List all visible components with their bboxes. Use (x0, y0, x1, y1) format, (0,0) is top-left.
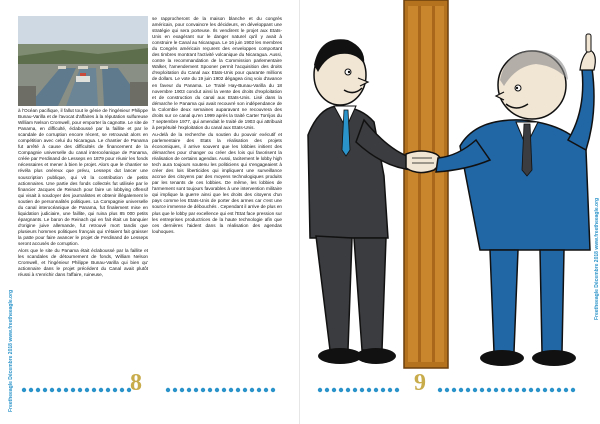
door-illustration (404, 0, 448, 368)
article-paragraph: se rapprocheront de la maison blanche et du congrès américain, pour convaincre les décideurs, en développant une stratégie qui sera porteuse. Ils vendirent le projet aux Etats-Unis en exagérant sur le danger naturel qu'il y avait à construire le Canal au Nicaragua. Le 16 juin 1902 les membres du Congrès américain reçurent des enveloppes comportant des timbres montrant l'activité volcanique du Nicaragua. Aussi, contre la recommandation de la Commission parlementaire Walker, l'amendement Spooner permit l'acquisition des droits d'exploitation du Canal aux Etats-Unis pour quarante millions de dollars. Le vote du 19 juin 1902 dégagea cinq voix d'avance en faveur du Panama. Le Traité Hay-Bunau-Varilla du 18 novembre 1903 conclut ainsi la vente des droits d'exploitation et de construction du canal aux Etats-Unis. Lisé dans la démarche le Panama qui avait recouvré son indépendance de la Colombie deux semaines auparavant ne recouvrera des droits sur ce canal qu'en 1999 après la traité Carter Torrijos du 7 septembre 1977, qui amendait le traité de 1903 qui attribuait à perpétuité l'exploitation du canal aux Etats-Unis. (152, 16, 282, 130)
page-number: 9 (414, 370, 426, 396)
magazine-side-label: Freetheeagle Décembre 2018 www.freetheeagle.org (594, 197, 600, 320)
left-man-figure (308, 39, 414, 364)
right-man-figure (436, 34, 595, 366)
panama-canal-photo (18, 16, 148, 106)
article-column-1 (18, 108, 148, 279)
article-paragraph: Alors que le site du Panama était éclaboussé par la faillite et les scandales de détournement de fonds, William Nelson Cromwell, et l'ingénieur Philippe Bunau-Varilla qui bien qu' actionnaire dans le projet précédent du Canal avait plutôt réussi à s'enrichir dans l'affaire, ruineuse, (18, 248, 148, 278)
handshake-cartoon (300, 0, 600, 370)
article-paragraph: à l'Océan pacifique, il fallut tout le génie de l'ingénieur Philippe Bunau-Varilla et de l'avocat d'affaires à la réputation sulfureuse William Nelson Cromwell, pour emporter la cagnotte. Le site de Panama, en difficulté, éclaboussé par la faillite et par le scandale de corruption encore récent, se retrouvait alors en compétition avec celui du Nicaragua. Le chantier de Panama fut arrêté à cause des difficultés de financement de la Compagnie universelle du canal interocéanique de Panama, créée par Ferdinand de Lesseps en 1879 pour réunir les fonds nécessaires et mener à bien le projet. Alors que le chantier se révéla plus onéreux que prévu, Lesseps dut lancer une souscription publique, qui vit la contribution de petits actionnaires. Une partie des fonds collectés fut utilisée par le financier Jacques de Reinach pour faire un lobbying offensif qui visait à soudoyer des journalistes et obtenir illégalement le soutien de personnalités politiques. La Compagnie universelle du canal interocéanique de Panama, fut finalement mise en liquidation judiciaire, une faillite, qui ruina plus 85 000 petits épargnants. Le baron de Reinach qui en fait était un banquier d'origine juive allemande, fut retrouvé mort tandis que plusieurs hommes politiques français qui s'étaient fait graisser la patte pour faire avancer le projet de Ferdinand de Lesseps seront accusés de corruption. (18, 108, 148, 247)
dotted-divider (316, 385, 582, 395)
page-number: 8 (130, 370, 142, 396)
right-page (300, 0, 600, 424)
magazine-side-label: Freetheeagle Décembre 2018 www.freetheeagle.org (8, 289, 14, 412)
handshake (406, 151, 441, 173)
dotted-divider (20, 385, 280, 395)
article-paragraph: Au-delà de la recherche du soutien du pouvoir exécutif et parlementaire des Etats la réalisation des projets économiques, il arrive souvent que les lobbies initient des démarches pour changer ou créer des lois qui favorisent la réalisation de certains agendas. Aussi, tacitement le lobby high tech aura toujours soutenu les politiciens qui s'engageaient à créer des lois liberticides qui impliquent une surveillance accrue des citoyens par des moyens technologiques produits par les tenants de ces lobbies. De même, les lobbies de l'armement sont toujours favorables à une intervention militaire qui implique la guerre ainsi que les droits des citoyens d'un pays comme les Etats-Unis de porter des armes car c'est une source immense de débouchés . Cependant il arrive de plus en plus que le lobby par excellence qui est l'Etat face pression sur les entreprises productrices de la haute technologie afin que ces dernières l'aident dans la réalisation des agendas louhoques. (152, 131, 283, 234)
article-column-2 (152, 16, 282, 236)
